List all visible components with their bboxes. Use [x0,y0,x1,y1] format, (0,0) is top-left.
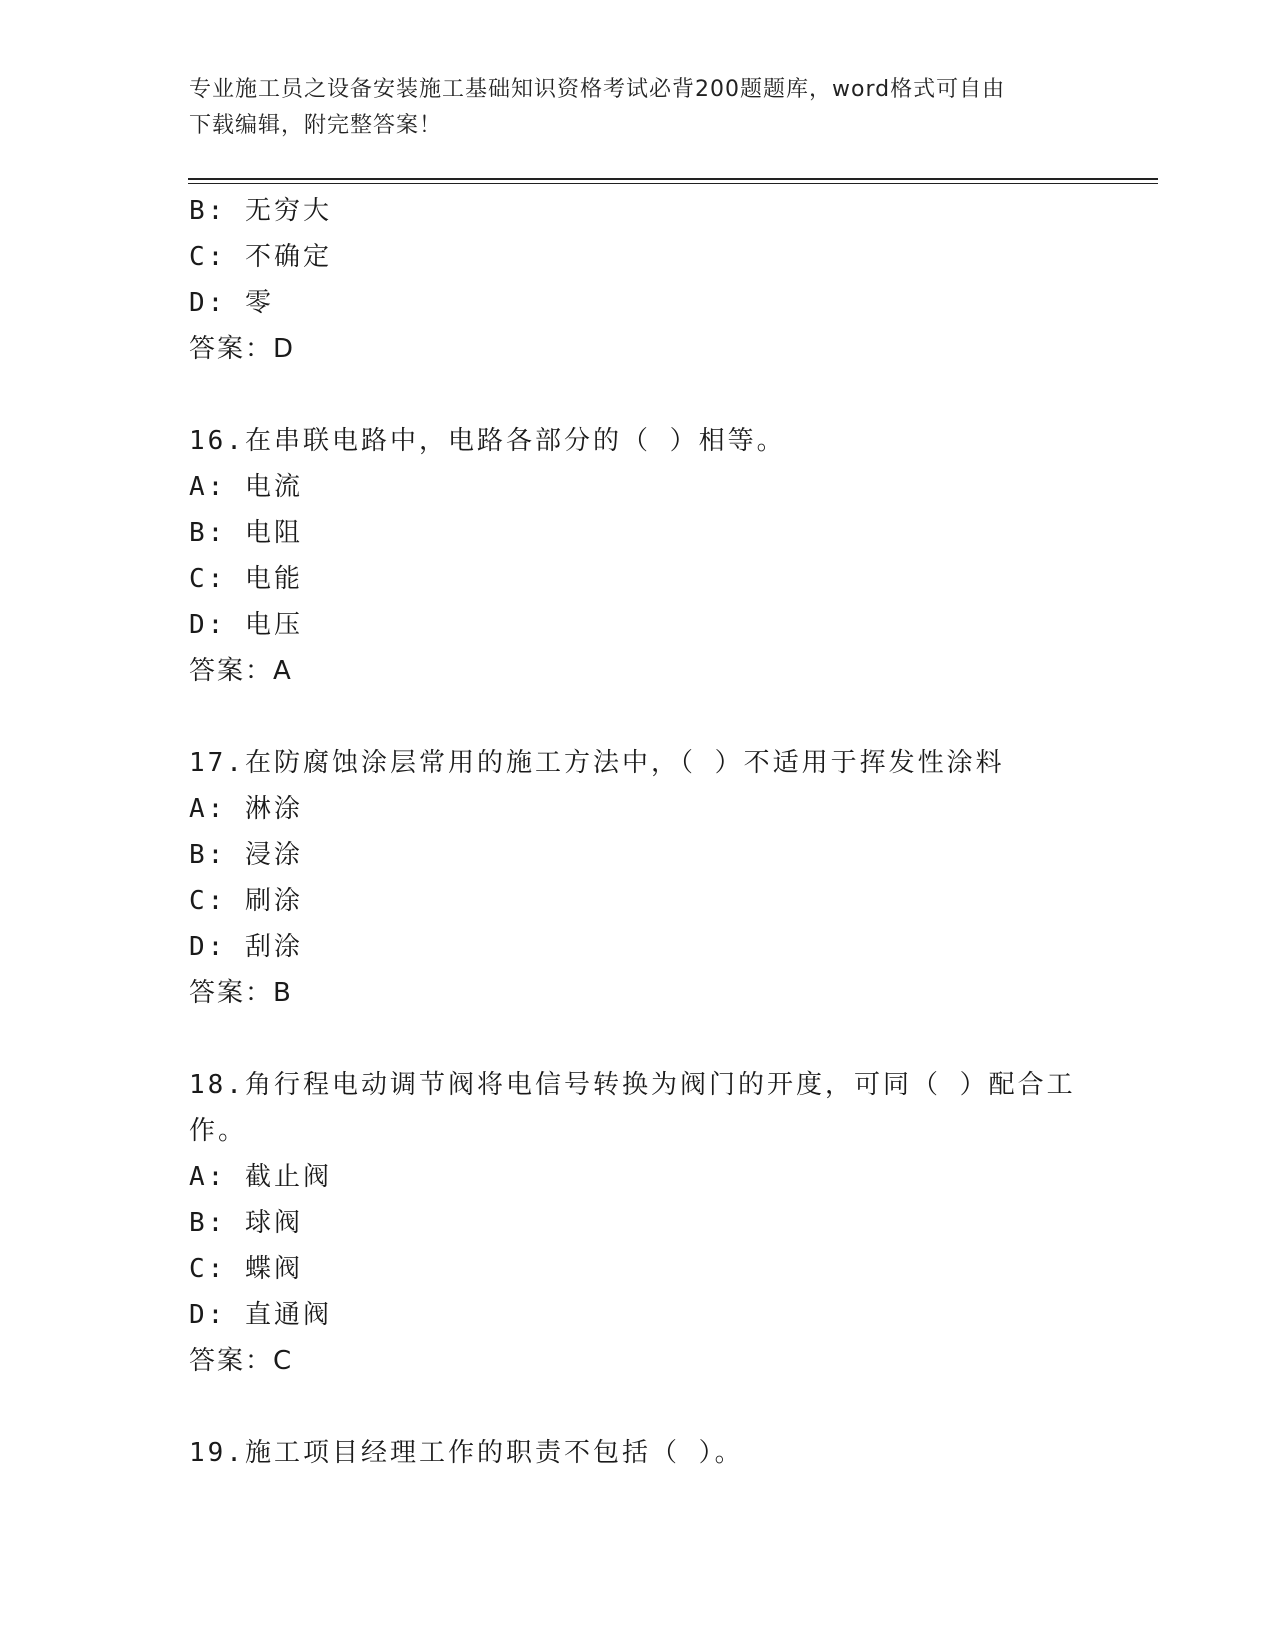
option-label: B: [189,1208,227,1238]
option-text: 刮涂 [244,932,303,962]
option-d [189,924,1119,970]
option-c [189,556,1119,602]
option-a [189,1154,1119,1200]
option-d [189,1292,1119,1338]
option-a [189,464,1119,510]
spacer [189,1384,1119,1430]
option-text: 直通阀 [244,1300,332,1330]
option-text: 电压 [244,610,303,640]
option-text: 截止阀 [244,1162,332,1192]
option-b [189,510,1119,556]
answer-line: 答案：B [189,978,293,1008]
option-text: 蝶阀 [244,1254,303,1284]
option-label: C: [189,886,227,916]
option-text: 淋涂 [244,794,303,824]
option-label: A: [189,472,227,502]
option-label: B: [189,518,227,548]
question-block-17 [189,740,1119,1016]
answer-line: 答案：C [189,1346,294,1376]
option-label: B: [189,196,227,226]
option-c [189,1246,1119,1292]
document-header [189,72,1089,144]
option-label: D: [189,288,227,318]
option-text: 电流 [244,472,303,502]
question-stem: 16.在串联电路中，电路各部分的（ ）相等。 [189,426,786,456]
answer-line: 答案：D [189,334,296,364]
option-label: A: [189,794,227,824]
question-stem: 18.角行程电动调节阀将电信号转换为阀门的开度，可同（ ）配合工 [189,1070,1076,1100]
spacer [189,1016,1119,1062]
option-text: 无穷大 [244,196,332,226]
question-stem: 17.在防腐蚀涂层常用的施工方法中，（ ）不适用于挥发性涂料 [189,748,1005,778]
header-title-line-2: 下载编辑，附完整答案！ [189,113,443,138]
option-label: D: [189,932,227,962]
option-text: 电能 [244,564,303,594]
option-text: 球阀 [244,1208,303,1238]
option-a [189,786,1119,832]
option-label: D: [189,1300,227,1330]
spacer [189,694,1119,740]
option-label: A: [189,1162,227,1192]
option-label: C: [189,242,227,272]
option-text: 不确定 [244,242,332,272]
option-b [189,188,1119,234]
option-c [189,234,1119,280]
option-text: 零 [244,288,274,318]
option-c [189,878,1119,924]
question-stem: 19.施工项目经理工作的职责不包括（ ）。 [189,1438,744,1468]
question-block-15 [189,188,1119,372]
spacer [189,372,1119,418]
header-divider [188,178,1158,184]
option-text: 浸涂 [244,840,303,870]
header-title-line-1: 专业施工员之设备安装施工基础知识资格考试必背200题题库，word格式可自由 [189,77,1006,102]
option-text: 电阻 [244,518,303,548]
option-label: D: [189,610,227,640]
option-d [189,280,1119,326]
question-list [189,188,1119,1476]
option-b [189,1200,1119,1246]
option-label: C: [189,564,227,594]
question-block-19 [189,1430,1119,1476]
option-b [189,832,1119,878]
option-d [189,602,1119,648]
question-block-16 [189,418,1119,694]
question-stem-continued: 作。 [189,1116,248,1146]
option-label: C: [189,1254,227,1284]
option-text: 刷涂 [244,886,303,916]
answer-line: 答案：A [189,656,293,686]
option-label: B: [189,840,227,870]
question-block-18 [189,1062,1119,1384]
